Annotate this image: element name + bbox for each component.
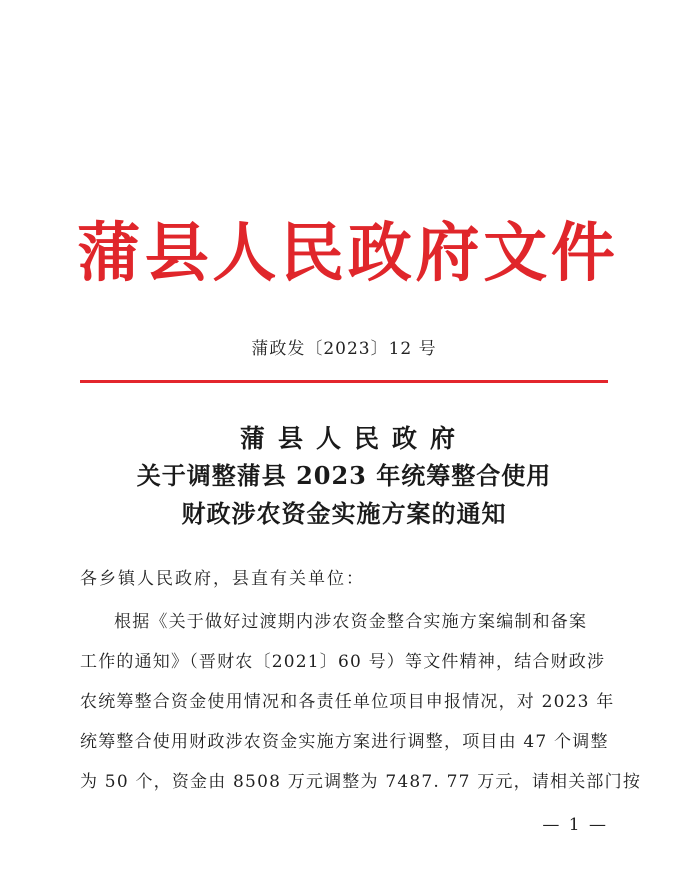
header-char: 件 [550, 216, 615, 291]
document-number: 蒲政发〔2023〕12 号 [251, 339, 437, 359]
header-char: 府 [415, 216, 480, 291]
red-divider [80, 380, 608, 383]
header-char: 县 [144, 216, 209, 291]
body-line: 为 50 个，资金由 8508 万元调整为 7487. 77 万元，请相关部门按 [80, 772, 642, 792]
body-line: 工作的通知》（晋财农〔2021〕60 号）等文件精神，结合财政涉 [80, 652, 606, 672]
title-line-1: 蒲县人民政府 [239, 424, 468, 453]
salutation: 各乡镇人民政府，县直有关单位： [80, 569, 365, 589]
body-line: 根据《关于做好过渡期内涉农资金整合实施方案编制和备案 [114, 612, 588, 632]
header-char: 人 [212, 216, 277, 291]
title-line-3: 财政涉农资金实施方案的通知 [181, 499, 507, 528]
title-line-2: 关于调整蒲县 2023 年统筹整合使用 [136, 461, 552, 490]
header-char: 政 [347, 216, 412, 291]
body-line: 农统筹整合资金使用情况和各责任单位项目申报情况，对 2023 年 [80, 692, 615, 712]
body-line: 统筹整合使用财政涉农资金实施方案进行调整，项目由 47 个调整 [80, 732, 609, 752]
header-char: 文 [483, 216, 548, 291]
document-header [76, 212, 616, 296]
header-char: 民 [280, 216, 345, 291]
header-char: 蒲 [77, 216, 141, 291]
page-number: — 1 — [542, 815, 608, 835]
